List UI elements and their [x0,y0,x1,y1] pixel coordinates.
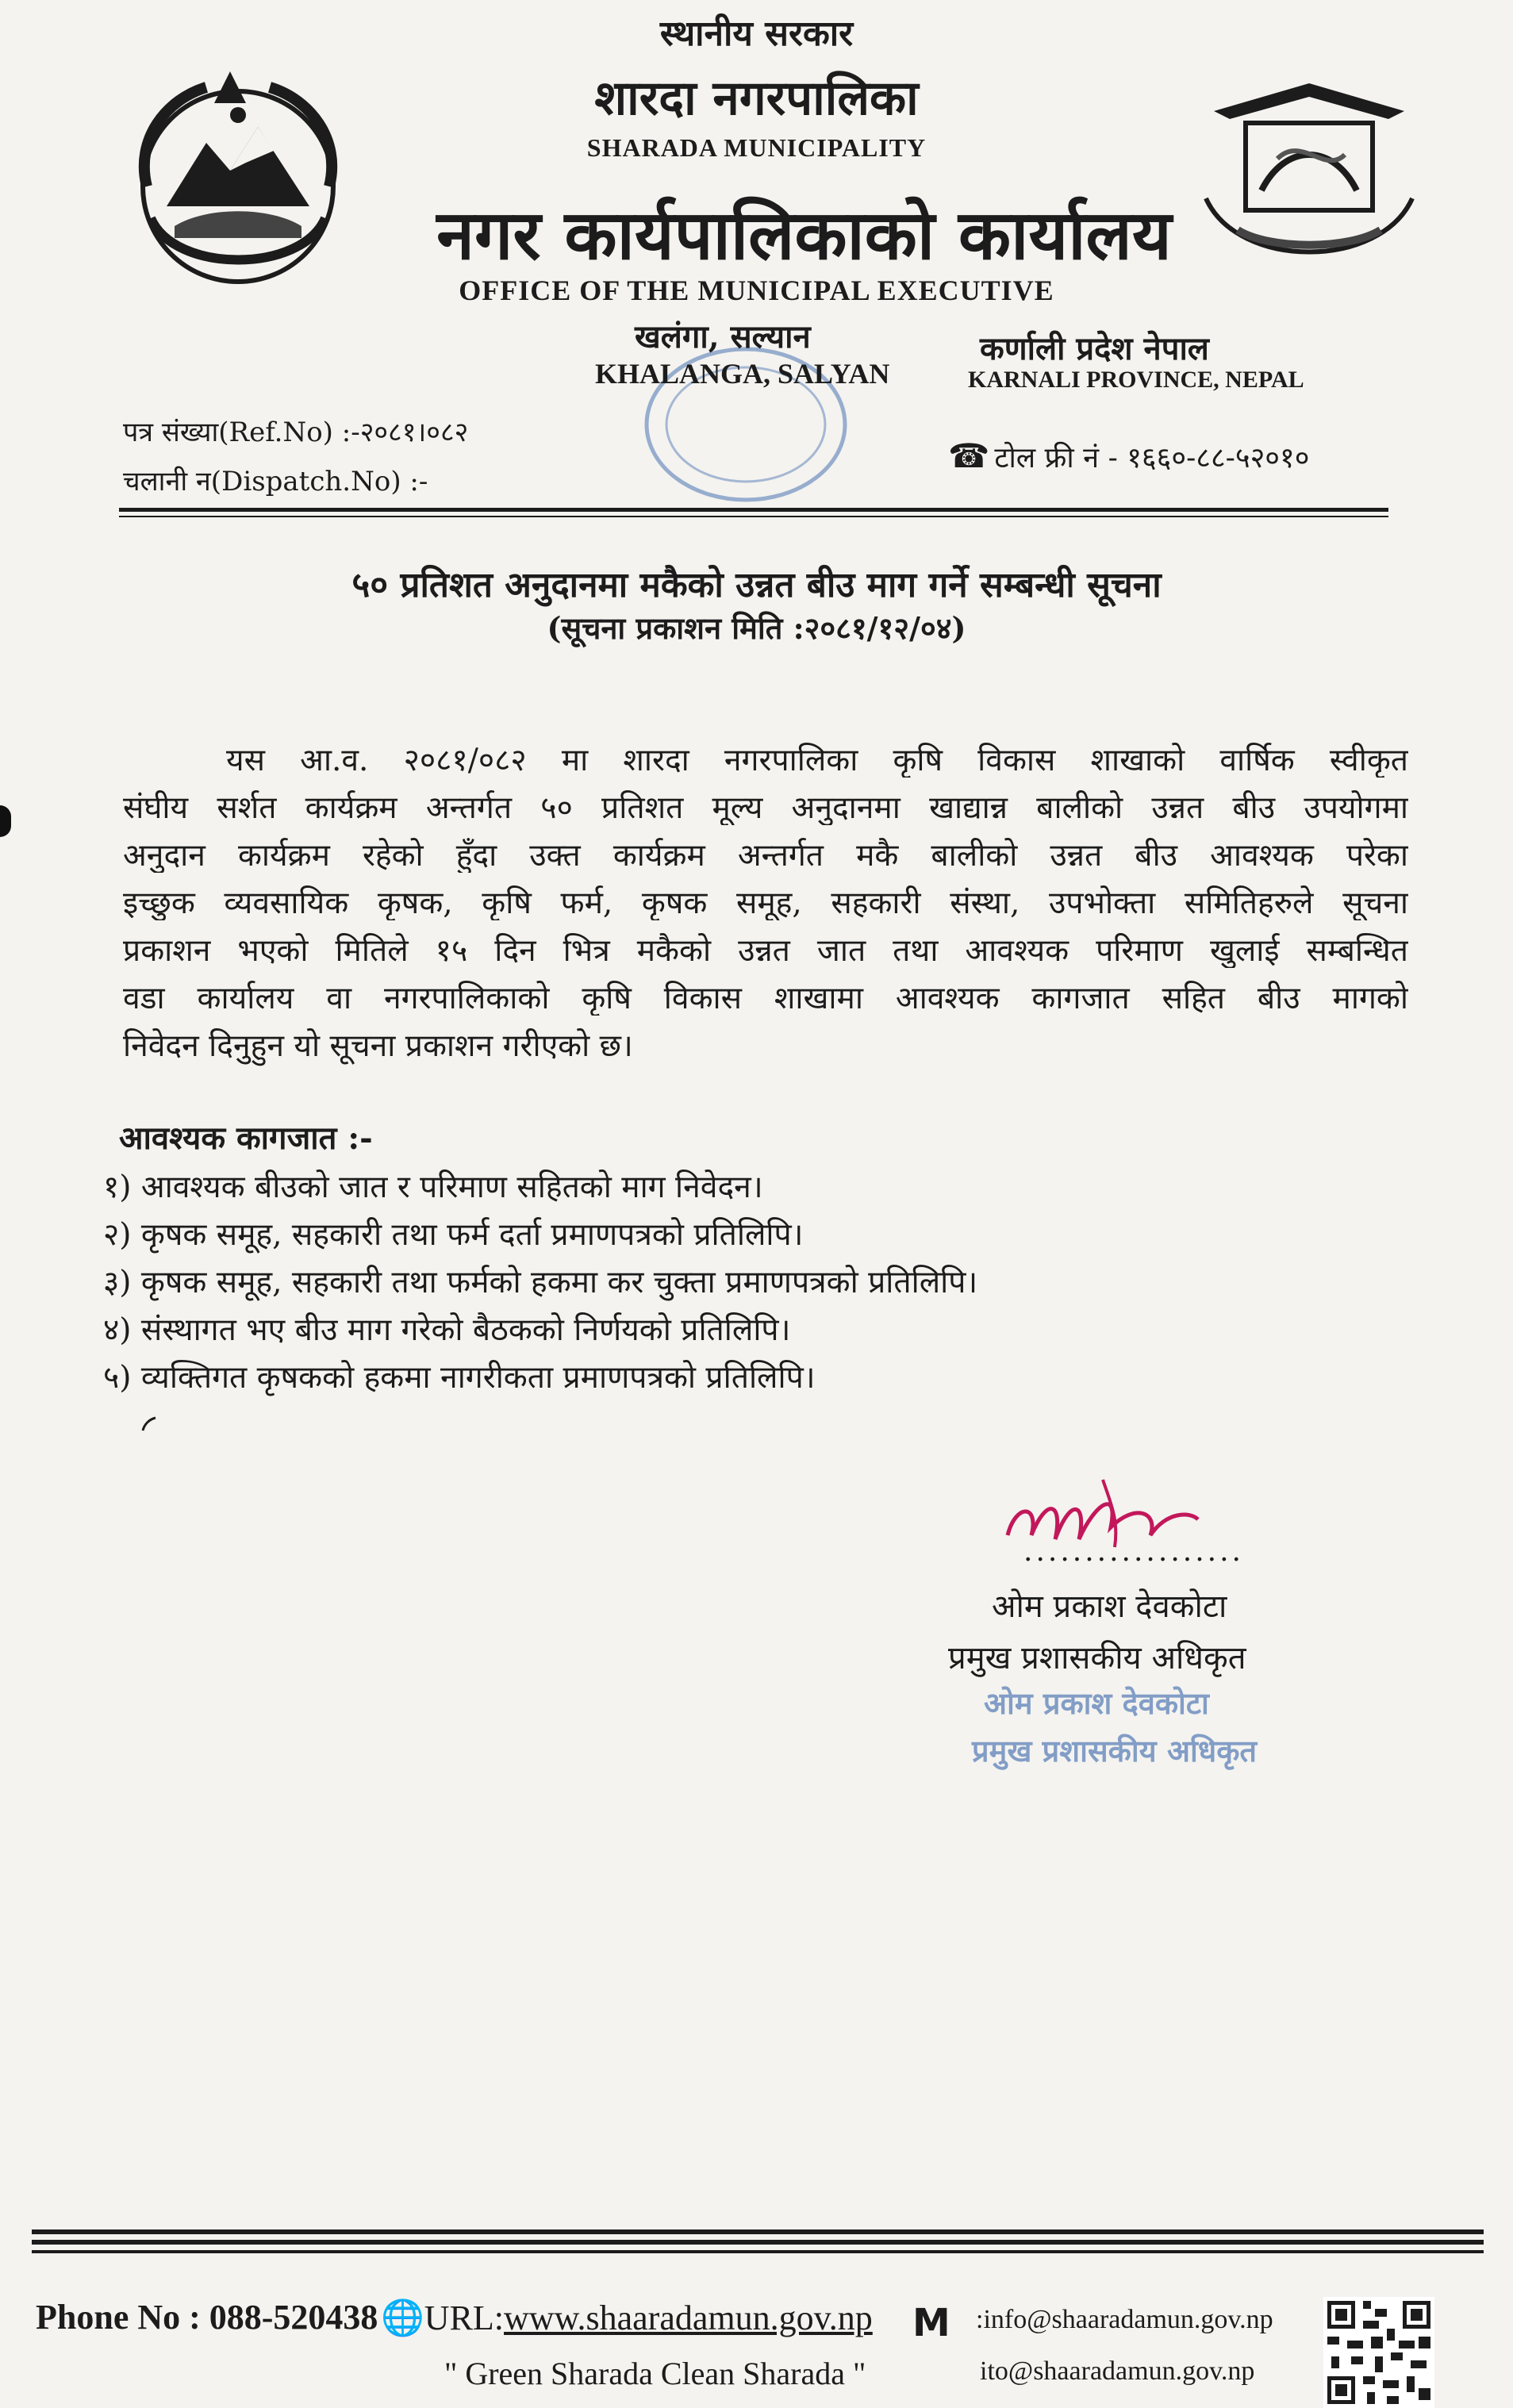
local-government-label: स्थानीय सरकार [659,13,854,54]
telephone-icon: ☎ [948,436,990,475]
documents-heading: आवश्यक कागजात :- [119,1120,373,1157]
signature-line: .................. [1023,1535,1244,1568]
footer-rule [32,2240,1484,2245]
office-name-nepali: नगर कार्यपालिकाको कार्यालय [436,195,1172,275]
body-line: प्रकाशन भएको मितिले १५ दिन भित्र मकैको उन्नत जात तथा आवश्यक परिमाण खुलाई सम्बन्धित [123,933,1408,968]
toll-free-text: टोल फ्री नं - १६६०-८८-५२०१० [994,442,1310,474]
signatory-post: प्रमुख प्रशासकीय अधिकृत [948,1640,1246,1676]
document-item: ३) कृषक समूह, सहकारी तथा फर्मको हकमा कर चुक्ता प्रमाणपत्रको प्रतिलिपि। [103,1265,978,1300]
pen-mark-icon [141,1416,157,1432]
body-line: यस आ.व. २०८१/०८२ मा शारदा नगरपालिका कृषि विकास शाखाको वार्षिक स्वीकृत [226,743,1408,778]
body-line: इच्छुक व्यवसायिक कृषक, कृषि फर्म, कृषक समूह, सहकारी संस्था, उपभोक्ता समितिहरुले सूचना [123,885,1408,920]
binder-hole [0,805,11,837]
signatory-name: ओम प्रकाश देवकोटा [992,1588,1227,1625]
footer-email-1[interactable]: :info@shaaradamun.gov.np [976,2305,1273,2334]
body-line: अनुदान कार्यक्रम रहेको हुँदा उक्त कार्यक्रम अन्तर्गत मकै बालीको उन्नत बीउ आवश्यक परेका [123,838,1408,873]
notice-title: ५० प्रतिशत अनुदानमा मकैको उन्नत बीउ माग गर्ने सम्बन्धी सूचना [351,565,1162,605]
document-item: ४) संस्थागत भए बीउ माग गरेको बैठकको निर्णयको प्रतिलिपि। [103,1312,791,1348]
footer-slogan: " Green Sharada Clean Sharada " [444,2356,866,2391]
body-line: वडा कार्यालय वा नगरपालिकाको कृषि विकास शाखामा आवश्यक कागजात सहित बीउ मागको [123,981,1408,1016]
document-item: १) आवश्यक बीउको जात र परिमाण सहितको माग निवेदन। [103,1169,763,1205]
city-english: KHALANGA, SALYAN [595,358,890,390]
header-rule-thick [119,508,1388,512]
toll-free-number [948,436,1309,476]
stamp-signatory-post: प्रमुख प्रशासकीय अधिकृत [972,1733,1258,1769]
footer-url-label: URL: [424,2299,505,2337]
reference-number: पत्र संख्या(Ref.No) :-२०८१।०८२ [123,417,469,448]
document-item: ५) व्यक्तिगत कृषकको हकमा नागरीकता प्रमाणपत्रको प्रतिलिपि। [103,1360,816,1396]
municipality-name-nepali: शारदा नगरपालिका [594,71,919,126]
body-line: संघीय सर्शत कार्यक्रम अन्तर्गत ५० प्रतिशत मूल्य अनुदानमा खाद्यान्न बालीको उन्नत बीउ उपयोगमा [123,790,1408,825]
municipality-name-english: SHARADA MUNICIPALITY [586,133,927,162]
header-rule-thin [119,516,1388,517]
footer-rule [32,2229,1484,2234]
footer-phone: Phone No : 088-520438 [36,2298,378,2337]
footer-rule [32,2250,1484,2253]
globe-icon: 🌐 [381,2298,424,2338]
qr-code-icon [1323,2297,1434,2408]
dispatch-number: चलानी न(Dispatch.No) :- [123,466,428,497]
province-nepali: कर्णाली प्रदेश नेपाल [980,330,1209,367]
notice-date: (सूचना प्रकाशन मिति :२०८१/१२/०४) [547,610,966,646]
document-item: २) कृषक समूह, सहकारी तथा फर्म दर्ता प्रमाणपत्रको प्रतिलिपि। [103,1217,804,1253]
mail-icon: M [912,2301,950,2345]
footer-url [381,2297,873,2338]
province-english: KARNALI PROVINCE, NEPAL [968,367,1304,393]
footer-url-link[interactable]: www.shaaradamun.gov.np [504,2299,873,2337]
office-name-english: OFFICE OF THE MUNICIPAL EXECUTIVE [459,275,1054,306]
city-nepali: खलंगा, सल्यान [635,318,811,355]
stamp-signatory-name: ओम प्रकाश देवकोटा [984,1685,1209,1721]
footer-email-2[interactable]: ito@shaaradamun.gov.np [980,2356,1255,2386]
body-line: निवेदन दिनुहुन यो सूचना प्रकाशन गरीएको छ। [123,1028,633,1064]
